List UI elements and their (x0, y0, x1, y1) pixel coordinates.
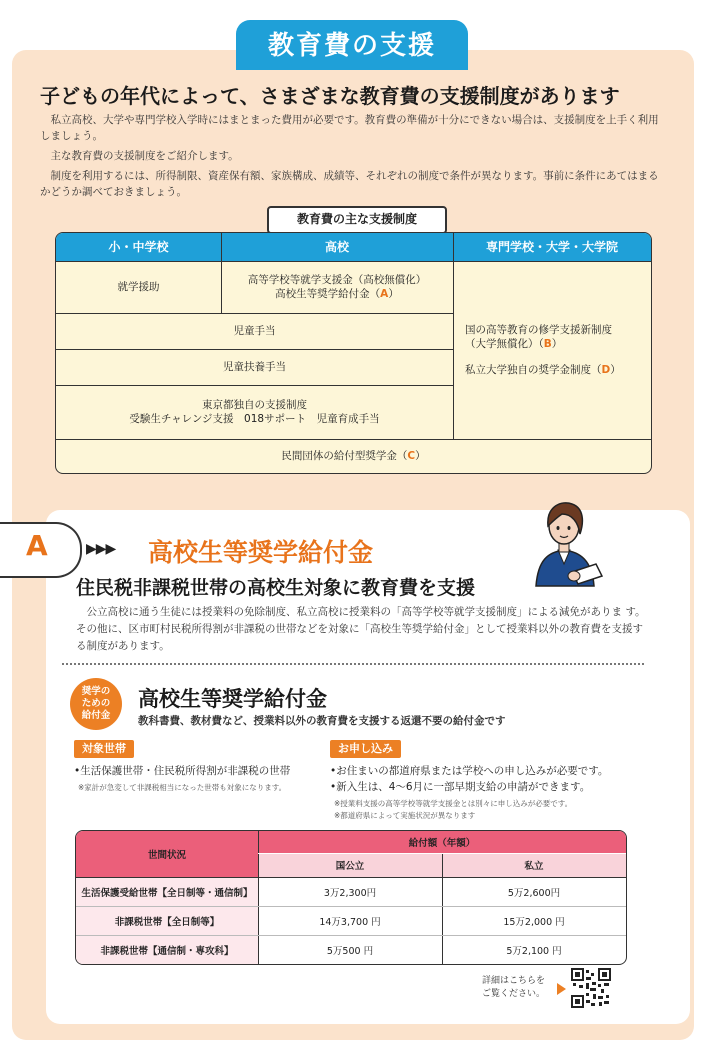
letter-d: D (601, 364, 611, 376)
apply-note-2: ※都道府県によって実施状況が異なります (334, 811, 476, 820)
row-public-amount: 3万2,300円 (323, 887, 377, 899)
header-elementary: 小・中学校 (56, 233, 221, 261)
tokyo-support-line1: 東京都独自の支援制度 (202, 399, 307, 411)
cell-university-support (453, 261, 651, 439)
support-table-caption: 教育費の主な支援制度 (267, 206, 447, 234)
letter-b: B (543, 338, 552, 350)
benefit-title: 高校生等奨学給付金 (138, 687, 327, 711)
divider (221, 233, 222, 313)
cell-private-scholarship (56, 439, 651, 473)
qr-code[interactable] (571, 968, 611, 1008)
divider (76, 906, 626, 907)
row-private-amount: 15万2,000 円 (503, 916, 565, 928)
badge-line: 給付金 (81, 710, 111, 721)
header-household: 世間状況 (76, 831, 258, 877)
text: （大学無償化）（ (465, 338, 544, 350)
person-illustration (514, 490, 614, 594)
high-school-support-line2 (275, 287, 399, 301)
text: ） (551, 338, 563, 350)
divider (56, 313, 453, 314)
cell-high-school-support (221, 261, 453, 313)
divider (56, 439, 651, 440)
row-private-amount: 5万2,100 円 (506, 945, 562, 957)
divider (56, 261, 651, 262)
header-amount: 給付額（年額） (258, 831, 626, 853)
row-private-amount: 5万2,600円 (507, 887, 561, 899)
amount-table (75, 830, 627, 965)
divider (453, 233, 454, 439)
divider (76, 935, 626, 936)
cell-school-aid: 就学援助 (117, 281, 160, 293)
badge-line: ための (81, 698, 111, 709)
text: ） (415, 450, 426, 462)
arrow-right-icon (557, 983, 566, 995)
page-title: 教育費の支援 (236, 20, 468, 70)
section-a-letter: A (26, 529, 48, 562)
qr-note (482, 975, 545, 1001)
section-a-text: 公立高校に通う生徒には授業料の免除制度、私立高校に授業料の「高等学校等就学支援制度」による減免がありま す。その他に、区市町村民税所得割が非課税の世帯などを対象に「高校生等奨学給付金」として授業料以外の教育費を支援する制度があります。 (76, 606, 646, 652)
headline: 子どもの年代によって、さまざまな教育費の支援制度があります (40, 84, 620, 108)
divider (56, 349, 453, 350)
header-private: 私立 (442, 853, 626, 877)
tokyo-support-line2: 受験生チャレンジ支援 018サポート 児童育成手当 (129, 413, 380, 425)
cell-child-rearing-allowance: 児童扶養手当 (223, 361, 286, 373)
text: 高校生等奨学給付金（ (275, 288, 381, 300)
text: 私立大学独自の奨学金制度（ (465, 364, 602, 376)
row-label: 非課税世帯【全日制等】 (76, 906, 258, 935)
triple-arrow-icon: ▶▶▶ (86, 541, 116, 557)
row-public-amount: 5万500 円 (326, 945, 374, 957)
divider (56, 385, 453, 386)
univ-support-line1: 国の高等教育の修学支援新制度 (465, 324, 612, 336)
intro-text (40, 112, 665, 204)
section-a-title: 高校生等奨学給付金 (148, 538, 374, 567)
text: ） (388, 288, 399, 300)
divider (258, 831, 259, 964)
target-label: 対象世帯 (74, 740, 134, 758)
divider (258, 853, 626, 854)
apply-text-1: •お住まいの都道府県または学校への申し込みが必要です。 (330, 765, 609, 777)
cell-child-allowance: 児童手当 (233, 325, 276, 337)
text: 民間団体の給付型奨学金（ (281, 450, 408, 462)
text: ） (610, 364, 621, 376)
row-label: 非課税世帯【通信制・専攻科】 (76, 935, 258, 964)
target-text: •生活保護世帯・住民税所得割が非課税の世帯 (74, 765, 291, 777)
scholarship-badge (70, 678, 122, 730)
divider (76, 877, 626, 878)
divider (442, 853, 443, 964)
section-a-subheading: 住民税非課税世帯の高校生対象に教育費を支援 (76, 577, 476, 599)
qr-note-line: 詳細はこちらを (482, 976, 546, 986)
row-public-amount: 14万3,700 円 (319, 916, 381, 928)
intro-paragraph: 主な教育費の支援制度をご紹介します。 (50, 150, 239, 162)
cell-tokyo-support (56, 385, 453, 439)
qr-note-line: ご覧ください。 (482, 989, 546, 999)
header-university: 専門学校・大学・大学院 (453, 233, 651, 261)
apply-note-1: ※授業料支援の高等学校等就学支援金とは別々に申し込みが必要です。 (334, 799, 573, 808)
apply-label: お申し込み (330, 740, 401, 758)
header-high-school: 高校 (221, 233, 453, 261)
intro-paragraph: 制度を利用するには、所得制限、資産保有額、家族構成、成績等、それぞれの制度で条件が異なります。事前に条件にあてはまるかどうか調べておきましょう。 (40, 170, 659, 198)
univ-support-line3 (465, 363, 621, 377)
letter-c: C (407, 450, 416, 462)
target-note: ※家計が急変して非課税相当になった世帯も対象になります。 (78, 783, 287, 792)
badge-line: 奨学の (81, 686, 111, 697)
benefit-subtitle: 教科書費、教材費など、授業料以外の教育費を支援する返還不要の給付金です (138, 715, 506, 727)
support-table (55, 232, 652, 474)
dotted-divider (62, 663, 644, 665)
header-public: 国公立 (258, 853, 442, 877)
univ-support-line2 (465, 337, 562, 351)
letter-a: A (380, 288, 389, 300)
apply-text-2: •新入生は、4〜6月に一部早期支給の申請ができます。 (330, 781, 591, 793)
intro-paragraph: 私立高校、大学や専門学校入学時にはまとまった費用が必要です。教育費の準備が十分にできない場合は、支援制度を上手く利用しましょう。 (40, 114, 659, 142)
row-label: 生活保護受給世帯【全日制等・通信制】 (76, 877, 258, 906)
high-school-support-line1: 高等学校等就学支援金（高校無償化） (247, 274, 427, 286)
